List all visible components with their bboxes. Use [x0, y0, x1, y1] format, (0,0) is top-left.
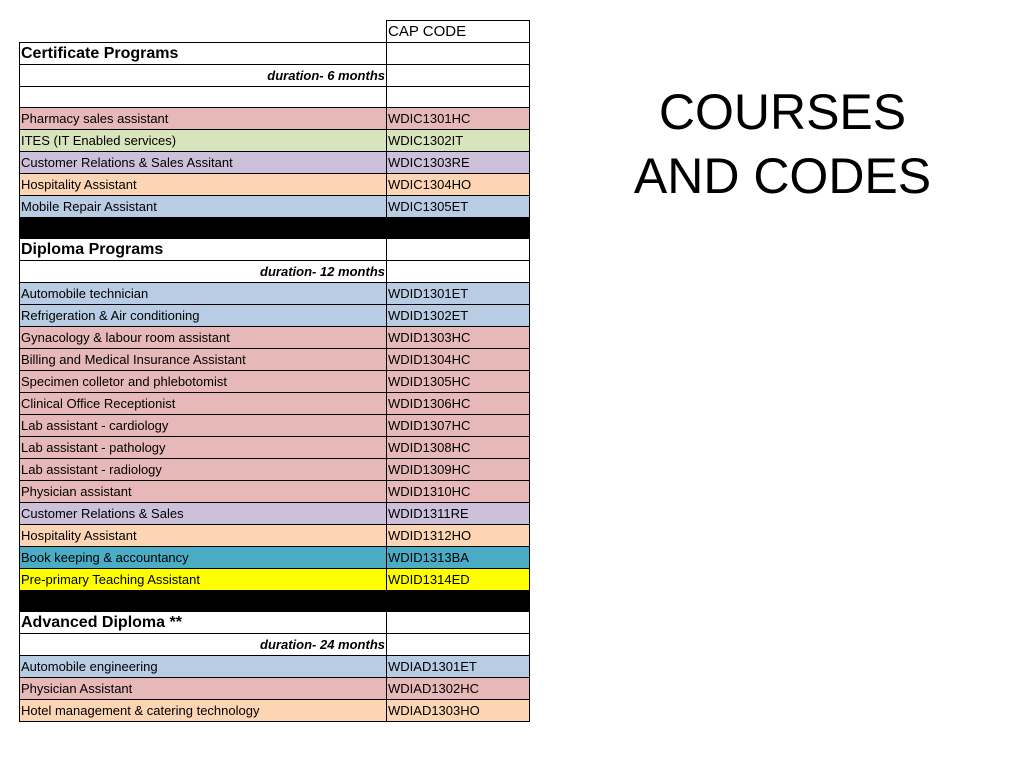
slide-title — [600, 80, 965, 208]
course-code: WDID1307HC — [387, 415, 530, 437]
course-row — [20, 152, 530, 174]
course-name: Lab assistant - cardiology — [20, 415, 387, 437]
course-code: WDIAD1303HO — [387, 700, 530, 722]
spacer-cell — [20, 87, 387, 108]
course-name: ITES (IT Enabled services) — [20, 130, 387, 152]
section-code-empty — [387, 612, 530, 634]
course-name: Mobile Repair Assistant — [20, 196, 387, 218]
section-title-row — [20, 612, 530, 634]
course-row — [20, 503, 530, 525]
course-name: Physician Assistant — [20, 678, 387, 700]
duration-code-empty — [387, 65, 530, 87]
course-name: Gynacology & labour room assistant — [20, 327, 387, 349]
course-name: Customer Relations & Sales — [20, 503, 387, 525]
course-name: Lab assistant - pathology — [20, 437, 387, 459]
separator-cell — [387, 218, 530, 239]
course-code: WDIC1303RE — [387, 152, 530, 174]
course-name: Pre-primary Teaching Assistant — [20, 569, 387, 591]
course-row — [20, 547, 530, 569]
course-name: Clinical Office Receptionist — [20, 393, 387, 415]
slide-title-line-2: AND CODES — [633, 148, 932, 204]
course-row — [20, 437, 530, 459]
section-title-row — [20, 43, 530, 65]
section-title: Diploma Programs — [20, 239, 387, 261]
courses-table-body — [20, 21, 530, 722]
course-row — [20, 481, 530, 503]
course-code: WDID1309HC — [387, 459, 530, 481]
duration-row — [20, 261, 530, 283]
course-row — [20, 305, 530, 327]
spacer-row — [20, 87, 530, 108]
course-row — [20, 569, 530, 591]
course-code: WDIC1305ET — [387, 196, 530, 218]
slide-title-line-1: COURSES — [658, 84, 907, 140]
section-code-empty — [387, 239, 530, 261]
course-row — [20, 349, 530, 371]
duration-row — [20, 634, 530, 656]
spacer-cell — [387, 87, 530, 108]
course-row — [20, 656, 530, 678]
course-row — [20, 525, 530, 547]
course-code: WDID1303HC — [387, 327, 530, 349]
section-code-empty — [387, 43, 530, 65]
header-blank-cell — [20, 21, 387, 43]
separator-cell — [20, 591, 387, 612]
course-name: Book keeping & accountancy — [20, 547, 387, 569]
course-row — [20, 130, 530, 152]
course-row — [20, 459, 530, 481]
course-code: WDIAD1302HC — [387, 678, 530, 700]
cap-code-header: CAP CODE — [387, 21, 530, 43]
course-name: Customer Relations & Sales Assitant — [20, 152, 387, 174]
separator-row — [20, 591, 530, 612]
section-duration: duration- 6 months — [20, 65, 387, 87]
course-code: WDIC1302IT — [387, 130, 530, 152]
course-row — [20, 415, 530, 437]
course-code: WDID1302ET — [387, 305, 530, 327]
course-code: WDID1311RE — [387, 503, 530, 525]
course-row — [20, 393, 530, 415]
course-row — [20, 174, 530, 196]
section-title: Advanced Diploma ** — [20, 612, 387, 634]
course-name: Refrigeration & Air conditioning — [20, 305, 387, 327]
course-name: Automobile engineering — [20, 656, 387, 678]
course-row — [20, 678, 530, 700]
course-row — [20, 371, 530, 393]
separator-row — [20, 218, 530, 239]
course-code: WDID1305HC — [387, 371, 530, 393]
course-code: WDID1310HC — [387, 481, 530, 503]
course-code: WDID1301ET — [387, 283, 530, 305]
course-name: Hospitality Assistant — [20, 174, 387, 196]
section-duration: duration- 12 months — [20, 261, 387, 283]
duration-code-empty — [387, 261, 530, 283]
course-code: WDID1304HC — [387, 349, 530, 371]
course-code: WDID1308HC — [387, 437, 530, 459]
course-name: Pharmacy sales assistant — [20, 108, 387, 130]
course-code: WDIC1304HO — [387, 174, 530, 196]
course-code: WDID1313BA — [387, 547, 530, 569]
course-code: WDID1306HC — [387, 393, 530, 415]
course-code: WDID1312HO — [387, 525, 530, 547]
table-header-row — [20, 21, 530, 43]
duration-code-empty — [387, 634, 530, 656]
course-name: Lab assistant - radiology — [20, 459, 387, 481]
courses-table — [19, 20, 530, 722]
duration-row — [20, 65, 530, 87]
course-row — [20, 196, 530, 218]
course-name: Automobile technician — [20, 283, 387, 305]
course-row — [20, 700, 530, 722]
section-title-row — [20, 239, 530, 261]
separator-cell — [20, 218, 387, 239]
course-row — [20, 283, 530, 305]
course-name: Physician assistant — [20, 481, 387, 503]
course-row — [20, 108, 530, 130]
section-title: Certificate Programs — [20, 43, 387, 65]
course-code: WDIC1301HC — [387, 108, 530, 130]
course-name: Billing and Medical Insurance Assistant — [20, 349, 387, 371]
course-name: Specimen colletor and phlebotomist — [20, 371, 387, 393]
course-code: WDID1314ED — [387, 569, 530, 591]
separator-cell — [387, 591, 530, 612]
course-name: Hospitality Assistant — [20, 525, 387, 547]
course-name: Hotel management & catering technology — [20, 700, 387, 722]
course-code: WDIAD1301ET — [387, 656, 530, 678]
section-duration: duration- 24 months — [20, 634, 387, 656]
course-row — [20, 327, 530, 349]
